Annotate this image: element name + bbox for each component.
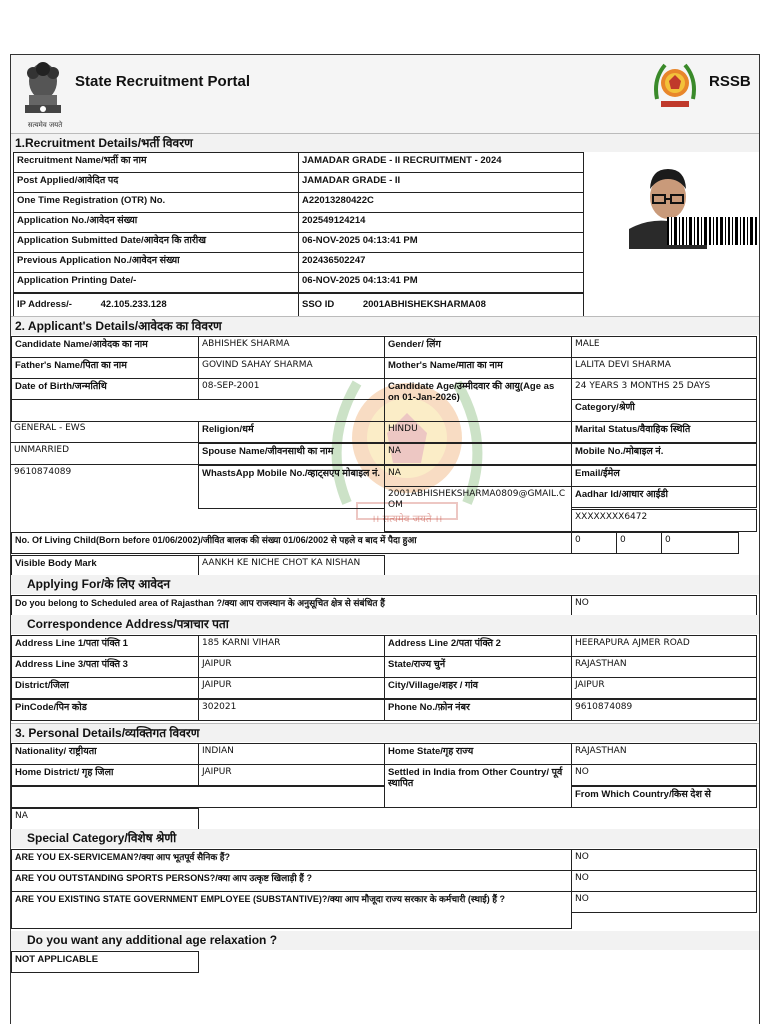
address-line1-label: Address Line 1/पता पंक्ति 1 [11, 635, 199, 657]
dob-label: Date of Birth/जन्मतिथि [11, 378, 199, 400]
home-district-value: JAIPUR [198, 764, 385, 786]
age-relaxation-answer: NOT APPLICABLE [11, 951, 199, 973]
sso-row [298, 293, 584, 317]
ip-address-value: 42.105.233.128 [100, 299, 167, 310]
mother-name-label: Mother's Name/माता का नाम [384, 357, 572, 379]
aadhar-value: XXXXXXXX6472 [571, 509, 757, 532]
phone-value: 9610874089 [571, 699, 757, 721]
settled-label: Settled in India from Other Country/ पूर्व स्थापित [384, 764, 572, 808]
mobile-value: 9610874089 [14, 467, 72, 477]
address-line2-value: HEERAPURA AJMER ROAD [571, 635, 757, 657]
pincode-value: 302021 [198, 699, 385, 721]
district-label: District/जिला [11, 677, 199, 699]
rssb-logo-icon [651, 59, 699, 113]
recruitment-name-label: Recruitment Name/भर्ती का नाम [13, 152, 299, 173]
address-line1-value: 185 KARNI VIHAR [198, 635, 385, 657]
printing-date-label: Application Printing Date/- [13, 272, 299, 293]
sso-label: SSO ID [302, 299, 335, 310]
father-name-value: GOVIND SAHAY SHARMA [198, 357, 385, 379]
email-value: 2001ABHISHEKSHARMA0809@GMAIL.COM [384, 486, 572, 532]
scheduled-area-question: Do you belong to Scheduled area of Rajasthan ?/क्या आप राजस्थान के अनुसूचित क्षेत्र से संबंधित हैं [11, 595, 572, 617]
address-line2-label: Address Line 2/पता पंक्ति 2 [384, 635, 572, 657]
pincode-label: PinCode/पिन कोड [11, 699, 199, 721]
otr-label: One Time Registration (OTR) No. [13, 192, 299, 213]
candidate-name-value: ABHISHEK SHARMA [198, 336, 385, 358]
application-form [10, 54, 760, 1024]
address-line3-value: JAIPUR [198, 656, 385, 678]
whatsapp-value: NA [384, 465, 572, 487]
age-relaxation-heading: Do you want any additional age relaxation ? [11, 931, 759, 950]
national-emblem-icon [17, 59, 69, 123]
aadhar-label: Aadhar Id/आधार आईडी [571, 486, 757, 508]
watermark-caption: ।। सत्यमेव जयते ।। [371, 514, 443, 525]
living-child-value-3: 0 [661, 532, 739, 554]
ip-address-label: IP Address/- [17, 299, 72, 310]
city-label: City/Village/शहर / गांव [384, 677, 572, 699]
special-category-heading: Special Category/विशेष श्रेणी [11, 829, 759, 848]
father-name-label: Father's Name/पिता का नाम [11, 357, 199, 379]
barcode-icon [667, 217, 759, 245]
dob-value: 08-SEP-2001 [198, 378, 385, 400]
candidate-name-label: Candidate Name/आवेदक का नाम [11, 336, 199, 358]
religion-value: HINDU [384, 421, 572, 443]
post-applied-value: JAMADAR GRADE - II [298, 172, 584, 193]
candidate-age-label: Candidate Age/उम्मीदवार की आयु(Age as on 01-Jan-2026) [384, 378, 572, 422]
candidate-age-value: 24 YEARS 3 MONTHS 25 DAYS [571, 378, 757, 400]
ip-address-row [13, 293, 299, 317]
category-value: GENERAL - EWS [11, 421, 199, 443]
body-mark-value: AANKH KE NICHE CHOT KA NISHAN [198, 555, 385, 577]
home-state-value: RAJASTHAN [571, 743, 757, 765]
sports-person-answer: NO [571, 870, 757, 892]
ex-serviceman-answer: NO [571, 849, 757, 871]
state-value: RAJASTHAN [571, 656, 757, 678]
section-personal-heading: 3. Personal Details/व्यक्तिगत विवरण [11, 723, 759, 742]
nationality-label: Nationality/ राष्ट्रीयता [11, 743, 199, 765]
mother-name-value: LALITA DEVI SHARMA [571, 357, 757, 379]
home-district-label: Home District/ गृह जिला [11, 764, 199, 786]
sports-person-question: ARE YOU OUTSTANDING SPORTS PERSONS?/क्या आप उत्कृष्ट खिलाड़ी हैं ? [11, 870, 572, 892]
marital-status-value: UNMARRIED [11, 443, 199, 465]
application-no-value: 202549124214 [298, 212, 584, 233]
org-name: RSSB [709, 73, 751, 90]
blank-cell [11, 786, 385, 808]
post-applied-label: Post Applied/आवेदित पद [13, 172, 299, 193]
living-child-label: No. Of Living Child(Born before 01/06/2002)/जीवित बालक की संख्या 01/06/2002 से पहले व बाद में पैदा हुआ [11, 532, 572, 554]
section-recruitment-heading: 1.Recruitment Details/भर्ती विवरण [11, 133, 759, 152]
submitted-date-value: 06-NOV-2025 04:13:41 PM [298, 232, 584, 253]
emblem-caption: सत्यमेव जयते [27, 121, 63, 129]
previous-application-value: 202436502247 [298, 252, 584, 273]
home-state-label: Home State/गृह राज्य [384, 743, 572, 765]
district-value: JAIPUR [198, 677, 385, 699]
form-header [11, 55, 759, 135]
gender-label: Gender/ लिंग [384, 336, 572, 358]
previous-application-label: Previous Application No./आवेदन संख्या [13, 252, 299, 273]
otr-value: A22013280422C [298, 192, 584, 213]
state-label: State/राज्य चुनें [384, 656, 572, 678]
category-label: Category/श्रेणी [571, 399, 757, 422]
living-child-value-1: 0 [571, 532, 617, 554]
submitted-date-label: Application Submitted Date/आवेदन कि तारीख [13, 232, 299, 253]
application-no-label: Application No./आवेदन संख्या [13, 212, 299, 233]
body-mark-label: Visible Body Mark [11, 555, 199, 577]
from-country-value: NA [11, 808, 199, 830]
from-country-label: From Which Country/किस देश से [571, 786, 757, 808]
applying-for-heading: Applying For/के लिए आवेदन [11, 575, 759, 594]
scheduled-area-answer: NO [571, 595, 757, 617]
settled-value: NO [571, 764, 757, 786]
living-child-value-2: 0 [616, 532, 662, 554]
city-value: JAIPUR [571, 677, 757, 699]
mobile-label: Mobile No./मोबाइल नं. [571, 443, 757, 465]
address-line3-label: Address Line 3/पता पंक्ति 3 [11, 656, 199, 678]
nationality-value: INDIAN [198, 743, 385, 765]
recruitment-name-value: JAMADAR GRADE - II RECRUITMENT - 2024 [298, 152, 584, 173]
section-applicant-heading: 2. Applicant's Details/आवेदक का विवरण [11, 316, 759, 335]
sso-value: 2001ABHISHEKSHARMA08 [362, 299, 486, 310]
email-label: Email/ईमेल [571, 465, 757, 487]
govt-employee-question: ARE YOU EXISTING STATE GOVERNMENT EMPLOYEE (SUBSTANTIVE)?/क्या आप मौजूदा राज्य सरकार के कर्मचारी (स्थाई) हैं ? [11, 891, 572, 929]
spouse-name-value: NA [384, 443, 572, 465]
whatsapp-label: WhastsApp Mobile No./व्हाट्सएप मोबाइल नं. [198, 465, 385, 509]
portal-title: State Recruitment Portal [75, 73, 251, 90]
phone-label: Phone No./फ़ोन नंबर [384, 699, 572, 721]
spouse-name-label: Spouse Name/जीवनसाथी का नाम [198, 443, 385, 465]
address-heading: Correspondence Address/पत्राचार पता [11, 615, 759, 634]
govt-employee-answer: NO [571, 891, 757, 913]
religion-label: Religion/धर्म [198, 421, 385, 443]
ex-serviceman-question: ARE YOU EX-SERVICEMAN?/क्या आप भूतपूर्व सैनिक हैं? [11, 849, 572, 871]
blank-cell [11, 399, 385, 422]
printing-date-value: 06-NOV-2025 04:13:41 PM [298, 272, 584, 293]
marital-status-label: Marital Status/वैवाहिक स्थिति [571, 421, 757, 443]
gender-value: MALE [571, 336, 757, 358]
